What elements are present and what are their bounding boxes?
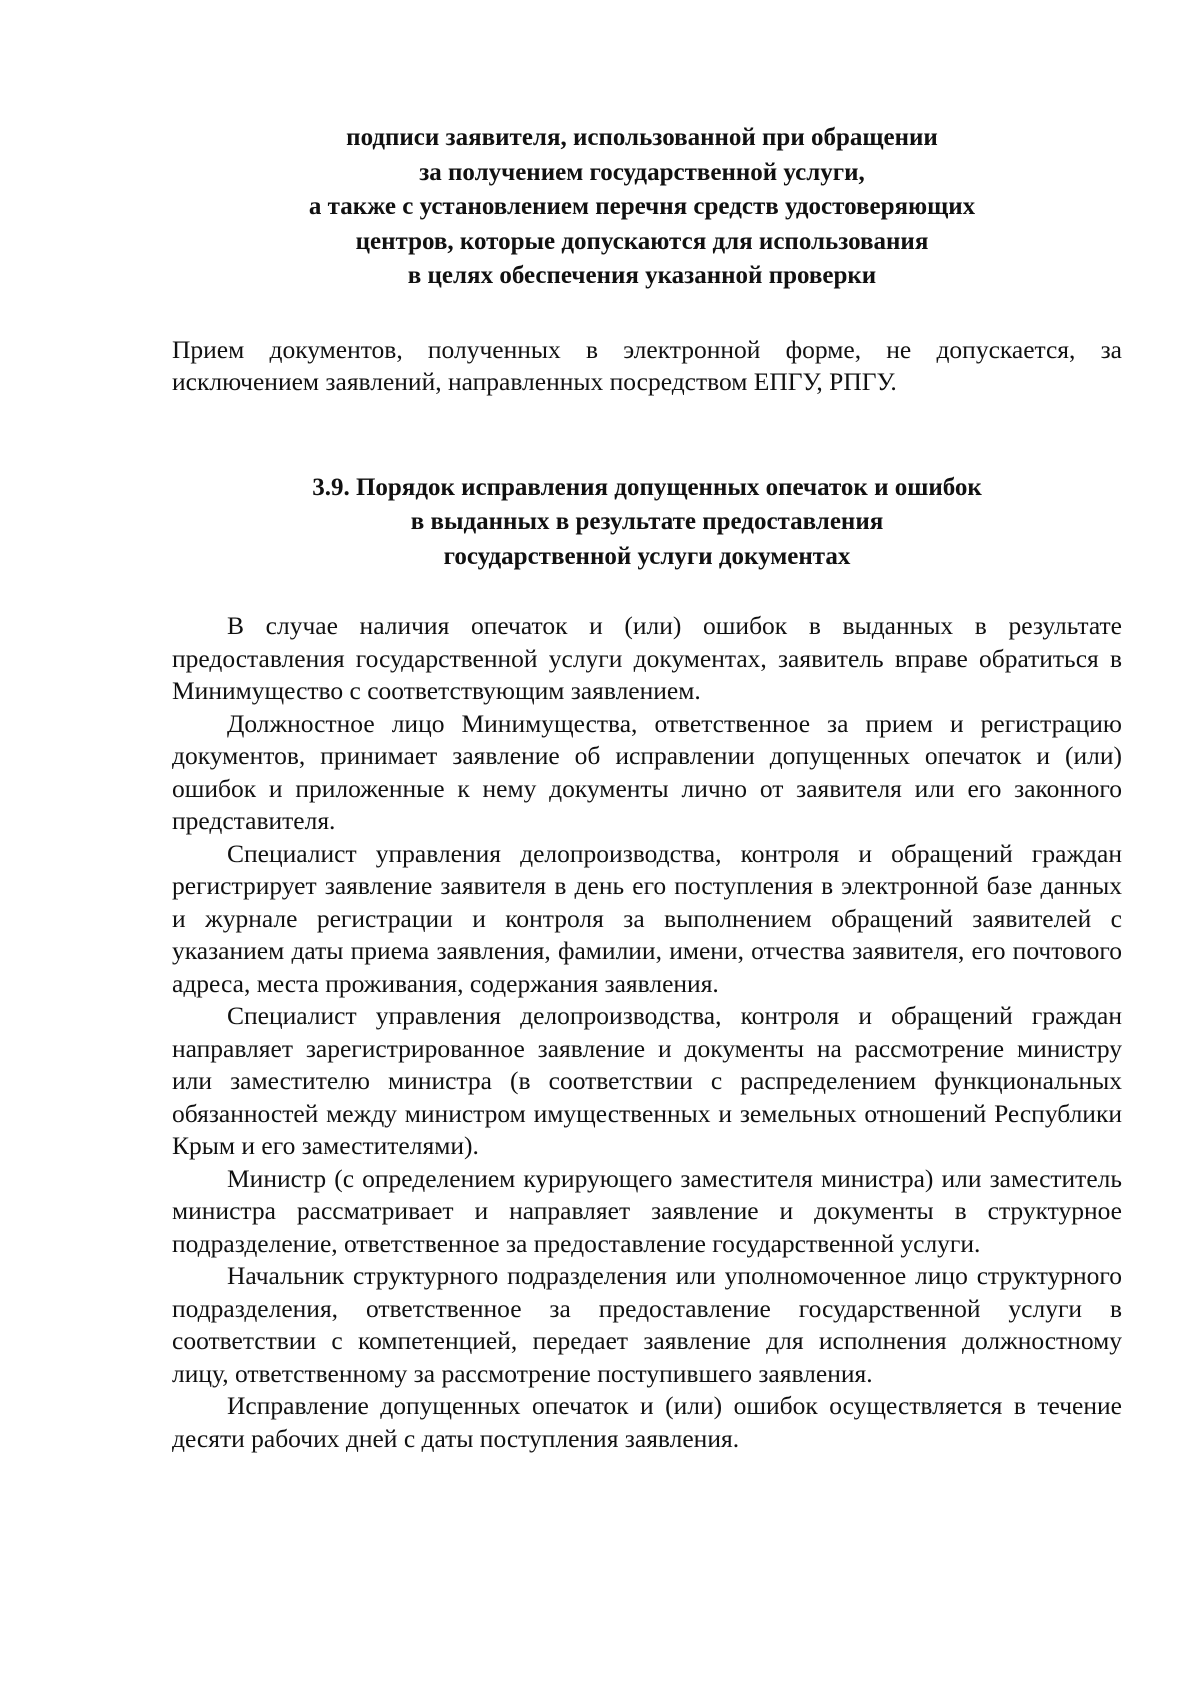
body-paragraph: Должностное лицо Минимущества, ответственное за прием и регистрацию документов, принимает заявление об исправлении допущенных опечаток и (или) ошибок и приложенные к нему документы лично от заявителя или его законного представителя. [172, 708, 1122, 835]
section-heading [172, 471, 1122, 575]
spacer [172, 294, 1122, 334]
body-paragraph: Специалист управления делопроизводства, контроля и обращений граждан направляет зарегистрированное заявление и документы на рассмотрение министру или заместителю министра (в соответствии с распределением функциональных обязанностей между министром имущественных и земельных отношений Республики Крым и его заместителями). [172, 1001, 1122, 1160]
spacer [172, 399, 1122, 471]
top-heading-line: за получением государственной услуги, [419, 158, 865, 186]
section-heading-line: 3.9. Порядок исправления допущенных опечаток и ошибок [312, 473, 982, 501]
body-paragraph: В случае наличия опечаток и (или) ошибок в выданных в результате предоставления государственной услуги документах, заявитель вправе обратиться в Минимущество с соответствующим заявлением. [172, 611, 1122, 705]
top-heading [162, 121, 1122, 294]
body-paragraph: Специалист управления делопроизводства, контроля и обращений граждан регистрирует заявление заявителя в день его поступления в электронной базе данных и журнале регистрации и контроля за выполнением обращений заявителей с указанием даты приема заявления, фамилии, имени, отчества заявителя, его почтового адреса, места проживания, содержания заявления. [172, 838, 1122, 998]
section-heading-line: государственной услуги документах [443, 542, 851, 570]
body-paragraph: Исправление допущенных опечаток и (или) ошибок осуществляется в течение десяти рабочих дней с даты поступления заявления. [172, 1391, 1122, 1453]
top-heading-line: центров, которые допускаются для использования [355, 227, 929, 255]
spacer [172, 574, 1122, 610]
top-heading-line: в целях обеспечения указанной проверки [407, 262, 877, 289]
top-heading-line: а также с установлением перечня средств удостоверяющих [308, 193, 976, 220]
section-heading-line: в выданных в результате предоставления [410, 508, 884, 535]
body-paragraph: Министр (с определением курирующего заместителя министра) или заместитель министра рассматривает и направляет заявление и документы в структурное подразделение, ответственное за предоставление государственной услуги. [172, 1163, 1122, 1258]
body-paragraph: Начальник структурного подразделения или уполномоченное лицо структурного подразделения, ответственное за предоставление государственной услуги в соответствии с компетенцией, передает заявление для исполнения должностному лицу, ответственному за рассмотрение поступившего заявления. [172, 1261, 1122, 1388]
intro-paragraph: Прием документов, полученных в электронной форме, не допускается, за исключением заявлений, направленных посредством ЕПГУ, РПГУ. [172, 334, 1122, 396]
top-heading-line: подписи заявителя, использованной при обращении [346, 124, 938, 151]
